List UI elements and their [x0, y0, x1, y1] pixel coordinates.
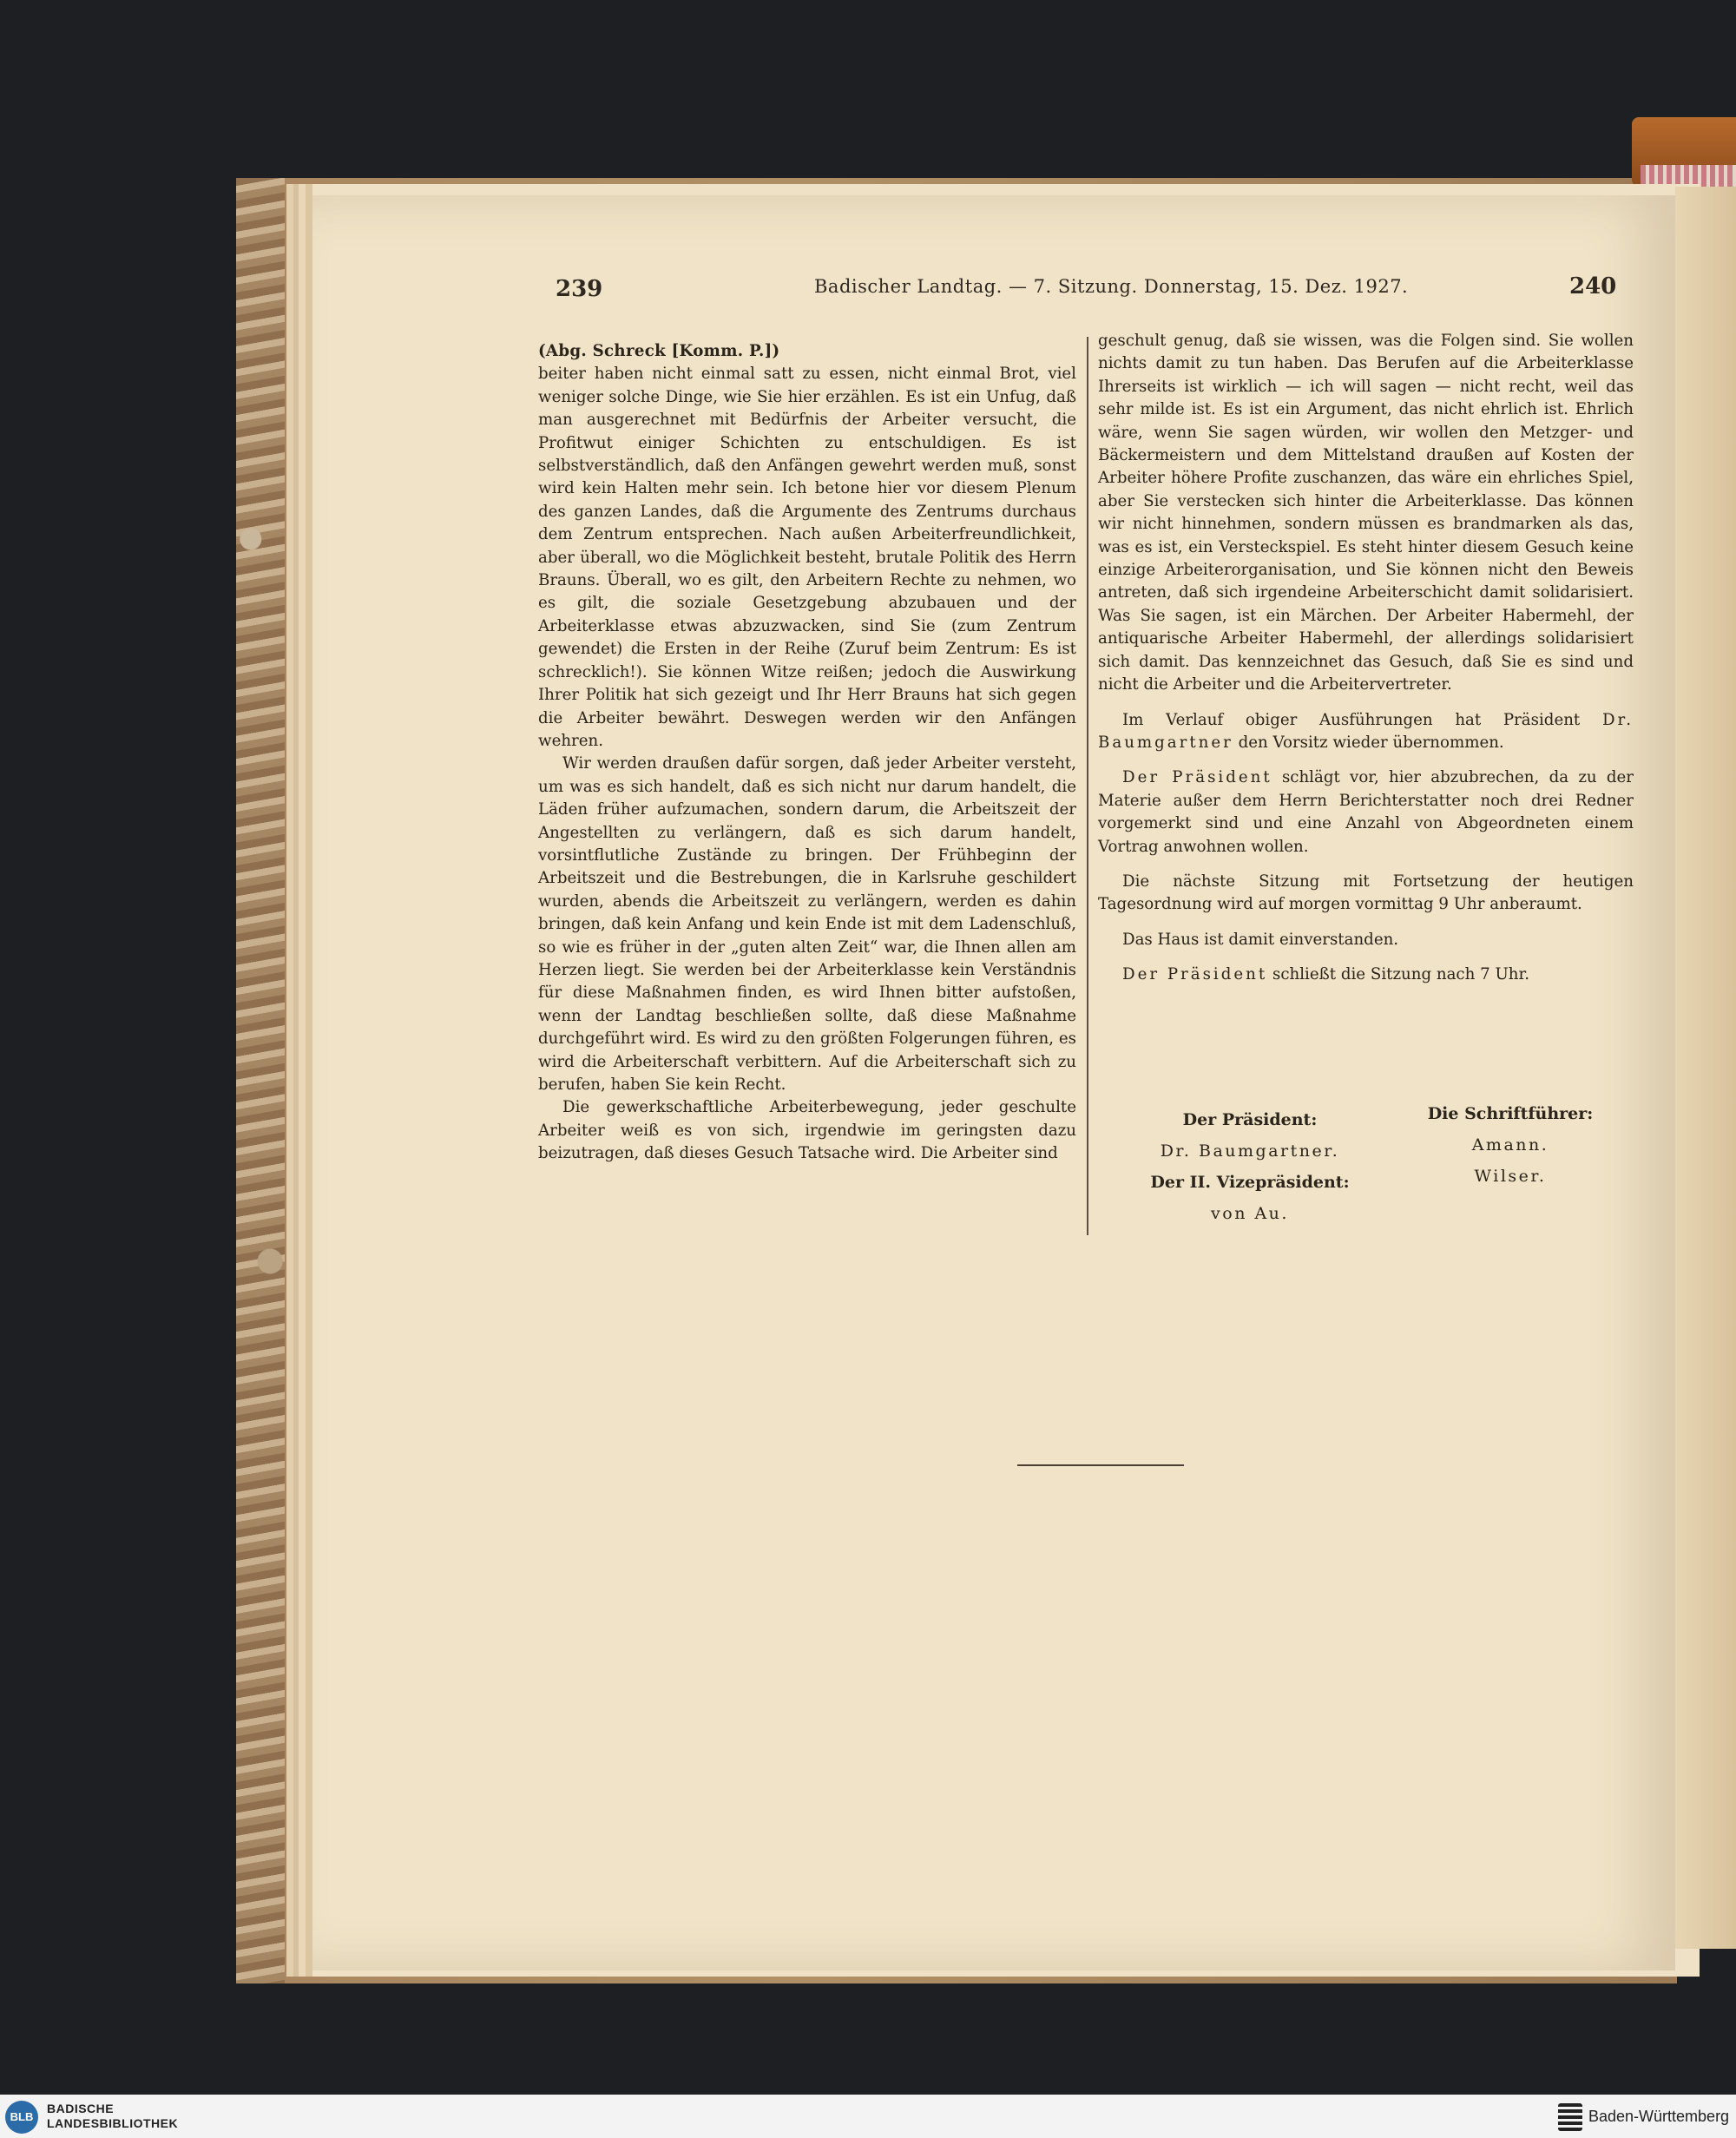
left-text-column	[538, 340, 1076, 1166]
signature-presidency	[1111, 1104, 1389, 1229]
footer-bar	[0, 2095, 1736, 2138]
closing-note: Der Präsident schließt die Sitzung nach 7 Uhr.	[1122, 965, 1529, 984]
next-session-note: Die nächste Sitzung mit Fortsetzung der heutigen Tagesordnung wird auf morgen vormittag 9 Uhr anberaumt.	[1098, 872, 1634, 914]
end-rule	[1017, 1464, 1184, 1466]
paragraph: geschult genug, daß sie wissen, was die Folgen sind. Sie wollen nichts damit zu tun haben. Das Berufen auf die Arbeiterklasse Ihrerseits ist wirklich — ich will sagen — nicht recht, weil das sehr milde ist. Es ist ein Argument, das nicht ehrlich ist. Ehrlich wäre, wenn Sie sagen würden, wir wollen den Metzger- und Bäckermeistern und dem Mittelstand draußen auf Kosten der Arbeiter höhere Profite zuschanzen, das wäre ein ehrliches Spiel, aber Sie verstecken sich hinter die Arbeiterklasse. Das können wir nicht hinnehmen, sondern müssen es brandmarken als das, was es ist, ein Versteckspiel. Es steht hinter diesem Gesuch keine einzige Arbeiterorganisation, und Sie können nicht den Beweis antreten, daß sich irgendeine Arbeiterschicht damit solidarisiert. Was Sie sagen, ist ein Märchen. Der Arbeiter Habermehl, der antiquarische Arbeiter Habermehl, der allerdings solidarisiert sich damit. Das kennzeichnet das Gesuch, daß Sie es sind und nicht die Arbeiter und die Arbeitervertreter.	[1098, 332, 1634, 694]
library-name[interactable]: BADISCHE LANDESBIBLIOTHEK	[47, 2102, 179, 2130]
marbled-edge	[236, 178, 285, 1983]
running-head: Badischer Landtag. — 7. Sitzung. Donnerstag, 15. Dez. 1927.	[814, 276, 1409, 297]
president-name: Dr. Baumgartner.	[1160, 1141, 1340, 1161]
paragraph: beiter haben nicht einmal satt zu essen, nicht einmal Brot, viel weniger solche Dinge, wie Sie hier erzählen. Es ist ein Unfug, daß man ausgerechnet mit Bedürfnis der Arbeiter versucht, die Profitwut einiger Schichten zu entschuldigen. Es ist selbstverständlich, daß den Anfängen gewehrt werden muß, sonst wird kein Halten mehr sein. Ich betone hier vor diesem Plenum des ganzen Landes, daß die Argumente des Zentrums durchaus dem Zentrum entsprechen. Nach außen Arbeiterfreundlichkeit, aber überall, wo die Möglichkeit besteht, brutale Politik des Herrn Brauns. Überall, wo es gilt, den Arbeitern Rechte zu nehmen, wo es gilt, die soziale Gesetzgebung abzubauen und der Arbeiterklasse etwas abzuzwacken, sind Sie (zum Zentrum gewendet) die Ersten in der Reihe (Zuruf beim Zentrum: Es ist schrecklich!). Sie können Witze reißen; jedoch die Auswirkung Ihrer Politik hat sich gezeigt und Ihr Herr Brauns hat sich gegen die Arbeiter bewährt. Deswegen werden wir den Anfängen wehren.	[538, 365, 1076, 750]
blb-logo-icon[interactable]: BLB	[5, 2101, 38, 2134]
agreement-note: Das Haus ist damit einverstanden.	[1122, 930, 1399, 949]
speaker-line: (Abg. Schreck [Komm. P.])	[538, 342, 780, 360]
next-page-edge	[1675, 187, 1736, 1949]
left-page-number: 239	[556, 276, 603, 302]
paragraph: Die gewerkschaftliche Arbeiterbewegung, jeder geschulte Arbeiter weiß es von sich, irgendwie im geringsten dazu beizutragen, daß dieses Gesuch Tatsache wird. Die Arbeiter sind	[538, 1098, 1076, 1163]
secretaries-title: Die Schriftführer:	[1427, 1104, 1594, 1123]
secretary-name: Wilser.	[1474, 1167, 1547, 1186]
right-text-column	[1098, 330, 1634, 987]
secretary-name: Amann.	[1471, 1135, 1549, 1155]
state-name[interactable]: Baden-Württemberg	[1588, 2108, 1730, 2125]
right-page-number: 240	[1569, 273, 1617, 299]
chair-note: Im Verlauf obiger Ausführungen hat Präsident Dr. Baumgartner den Vorsitz wieder übernommen.	[1098, 710, 1634, 752]
president-title: Der Präsident:	[1182, 1110, 1318, 1129]
vice-president-name: von Au.	[1211, 1204, 1289, 1223]
signature-secretaries	[1389, 1098, 1632, 1192]
column-divider	[1087, 337, 1088, 1235]
proposal: Der Präsident schlägt vor, hier abzubrechen, da zu der Materie außer dem Herrn Berichterstatter noch drei Redner vorgemerkt sind und eine Anzahl von Abgeordneten einem Vortrag anwohnen wollen.	[1098, 768, 1634, 856]
chair-name: Dr. Baumgartner	[1098, 710, 1634, 752]
coat-of-arms-icon	[1558, 2103, 1582, 2131]
paragraph: Wir werden draußen dafür sorgen, daß jeder Arbeiter versteht, um was es sich handelt, daß es sich nicht nur darum handelt, die Läden früher aufzumachen, sondern darum, die Arbeitszeit der Angestellten zu verlängern, daß es sich darum handelt, vorsintflutliche Zustände zu bringen. Der Frühbeginn der Arbeitszeit und die Bestrebungen, die in Karlsruhe geschildert wurden, abends die Arbeitszeit zu verlängern, werden es dahin bringen, daß kein Anfang und kein Ende ist mit dem Ladenschluß, so wie es früher in der „guten alten Zeit“ war, die Ihnen allen am Herzen liegt. Sie werden bei der Arbeiterklasse kein Verständnis für diese Maßnahmen finden, es wird Ihnen bitter aufstoßen, wenn der Landtag beschließen sollte, daß diese Maßnahme durchgeführt wird. Es wird zu den größten Folgerungen führen, es wird die Arbeiterschaft verbittern. Auf die Arbeiterschaft sich zu berufen, haben Sie kein Recht.	[538, 754, 1076, 1094]
vice-president-title: Der II. Vizepräsident:	[1150, 1173, 1350, 1192]
